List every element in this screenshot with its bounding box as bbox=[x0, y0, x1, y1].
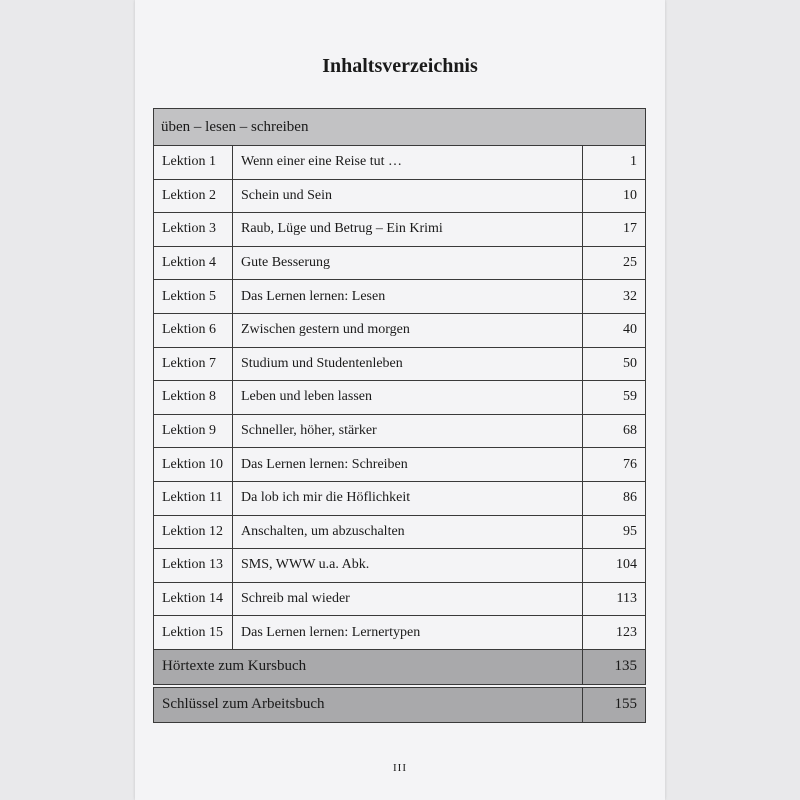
lesson-page-number: 68 bbox=[582, 414, 645, 448]
lesson-title: Raub, Lüge und Betrug – Ein Krimi bbox=[233, 213, 583, 247]
lesson-page-number: 25 bbox=[582, 246, 645, 280]
lesson-page-number: 59 bbox=[582, 381, 645, 415]
lesson-label: Lektion 3 bbox=[154, 213, 233, 247]
lesson-page-number: 86 bbox=[582, 481, 645, 515]
lesson-title: Wenn einer eine Reise tut … bbox=[233, 146, 583, 180]
lesson-label: Lektion 12 bbox=[154, 515, 233, 549]
toc-row bbox=[154, 448, 646, 482]
lesson-title: SMS, WWW u.a. Abk. bbox=[233, 549, 583, 583]
appendix-page-number: 135 bbox=[582, 649, 645, 684]
book-page bbox=[135, 0, 665, 800]
lesson-label: Lektion 15 bbox=[154, 616, 233, 650]
lesson-page-number: 17 bbox=[582, 213, 645, 247]
lesson-label: Lektion 4 bbox=[154, 246, 233, 280]
lesson-page-number: 104 bbox=[582, 549, 645, 583]
lesson-label: Lektion 8 bbox=[154, 381, 233, 415]
toc-row bbox=[154, 146, 646, 180]
lesson-title: Gute Besserung bbox=[233, 246, 583, 280]
lesson-title: Das Lernen lernen: Lesen bbox=[233, 280, 583, 314]
toc-row bbox=[154, 549, 646, 583]
toc-row bbox=[154, 246, 646, 280]
lesson-label: Lektion 2 bbox=[154, 179, 233, 213]
lesson-title: Schneller, höher, stärker bbox=[233, 414, 583, 448]
toc-row bbox=[154, 616, 646, 650]
lesson-page-number: 40 bbox=[582, 313, 645, 347]
lesson-title: Studium und Studentenleben bbox=[233, 347, 583, 381]
lesson-title: Zwischen gestern und morgen bbox=[233, 313, 583, 347]
toc-row bbox=[154, 481, 646, 515]
appendix-row bbox=[154, 687, 646, 722]
toc-row bbox=[154, 515, 646, 549]
toc-row bbox=[154, 381, 646, 415]
lesson-page-number: 76 bbox=[582, 448, 645, 482]
lesson-page-number: 123 bbox=[582, 616, 645, 650]
appendix-row bbox=[154, 649, 646, 684]
lesson-label: Lektion 7 bbox=[154, 347, 233, 381]
lesson-page-number: 10 bbox=[582, 179, 645, 213]
lesson-title: Das Lernen lernen: Lernertypen bbox=[233, 616, 583, 650]
lesson-title: Das Lernen lernen: Schreiben bbox=[233, 448, 583, 482]
lesson-title: Leben und leben lassen bbox=[233, 381, 583, 415]
toc-row bbox=[154, 347, 646, 381]
section-header-row bbox=[154, 109, 646, 146]
lesson-page-number: 1 bbox=[582, 146, 645, 180]
toc-row bbox=[154, 313, 646, 347]
page-title: Inhaltsverzeichnis bbox=[322, 55, 478, 77]
toc-row bbox=[154, 414, 646, 448]
lesson-page-number: 113 bbox=[582, 582, 645, 616]
toc-row bbox=[154, 213, 646, 247]
lesson-label: Lektion 5 bbox=[154, 280, 233, 314]
lesson-label: Lektion 1 bbox=[154, 146, 233, 180]
toc-row bbox=[154, 280, 646, 314]
lesson-title: Schreib mal wieder bbox=[233, 582, 583, 616]
lesson-title: Schein und Sein bbox=[233, 179, 583, 213]
lesson-label: Lektion 13 bbox=[154, 549, 233, 583]
appendix-title: Schlüssel zum Arbeitsbuch bbox=[154, 687, 583, 722]
lesson-label: Lektion 9 bbox=[154, 414, 233, 448]
lesson-page-number: 50 bbox=[582, 347, 645, 381]
lesson-label: Lektion 10 bbox=[154, 448, 233, 482]
appendix-title: Hörtexte zum Kursbuch bbox=[154, 649, 583, 684]
section-header: üben – lesen – schreiben bbox=[154, 109, 646, 146]
lesson-page-number: 32 bbox=[582, 280, 645, 314]
lesson-page-number: 95 bbox=[582, 515, 645, 549]
lesson-label: Lektion 6 bbox=[154, 313, 233, 347]
toc-row bbox=[154, 582, 646, 616]
page-number: III bbox=[393, 762, 407, 774]
appendix-page-number: 155 bbox=[582, 687, 645, 722]
lesson-title: Anschalten, um abzuschalten bbox=[233, 515, 583, 549]
toc-row bbox=[154, 179, 646, 213]
lesson-label: Lektion 11 bbox=[154, 481, 233, 515]
lesson-label: Lektion 14 bbox=[154, 582, 233, 616]
table-of-contents bbox=[153, 108, 646, 723]
lesson-title: Da lob ich mir die Höflichkeit bbox=[233, 481, 583, 515]
